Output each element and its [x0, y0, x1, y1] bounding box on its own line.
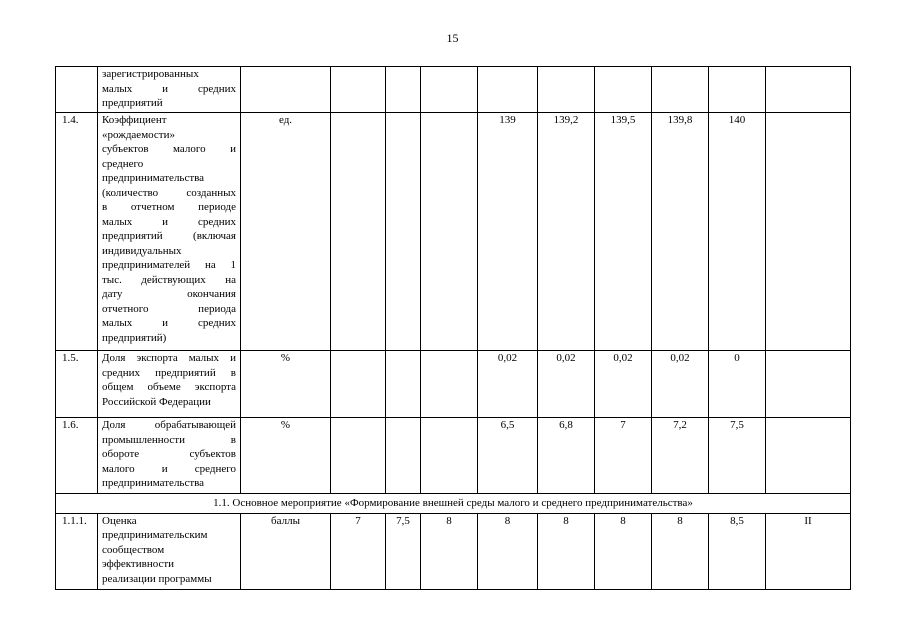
- indicator-number: 1.6.: [56, 418, 98, 494]
- unit-cell: [241, 67, 331, 113]
- description-line: Доля обрабатывающей: [102, 419, 236, 431]
- column-cell: II: [766, 513, 851, 589]
- description-line: (количество созданных: [102, 186, 236, 199]
- description-line: эффективности: [102, 558, 175, 570]
- description-line: Доля экспорта малых и: [102, 352, 236, 364]
- value-cell: 8: [595, 513, 652, 589]
- value-cell: 7: [331, 513, 386, 589]
- value-cell: 139,8: [652, 113, 709, 351]
- value-cell: 139,2: [538, 113, 595, 351]
- value-cell: 7,5: [386, 513, 421, 589]
- value-cell: 6,8: [538, 418, 595, 494]
- value-cell: 7,5: [709, 418, 766, 494]
- value-cell: 139: [478, 113, 538, 351]
- value-cell: [386, 351, 421, 418]
- value-cell: [652, 67, 709, 113]
- table-body: [56, 67, 851, 590]
- value-cell: 139,5: [595, 113, 652, 351]
- description-line: малого и среднего: [102, 462, 236, 475]
- value-cell: [766, 113, 851, 351]
- value-cell: [709, 67, 766, 113]
- value-cell: 8: [652, 513, 709, 589]
- description-line: Оценка: [102, 514, 137, 527]
- description-line: дату окончания: [102, 288, 236, 300]
- table-row: [56, 351, 851, 418]
- indicators-table: [55, 66, 851, 590]
- description-line: малых и средних: [102, 82, 236, 95]
- table-row: [56, 418, 851, 494]
- value-cell: 7,2: [652, 418, 709, 494]
- value-cell: 0: [709, 351, 766, 418]
- description-line: отчетного периода: [102, 302, 236, 315]
- value-cell: [538, 67, 595, 113]
- indicator-description: [98, 418, 241, 494]
- value-cell: 7: [595, 418, 652, 494]
- description-line: индивидуальных: [102, 244, 182, 257]
- value-cell: 140: [709, 113, 766, 351]
- description-line: Коэффициент: [102, 114, 167, 126]
- value-cell: 6,5: [478, 418, 538, 494]
- description-line: малых и средних: [102, 317, 236, 329]
- description-line: сообществом: [102, 543, 165, 556]
- description-line: предприятий: [102, 97, 163, 109]
- indicator-number: 1.1.1.: [56, 513, 98, 589]
- description-line: Российской Федерации: [102, 395, 211, 408]
- value-cell: [421, 418, 478, 494]
- description-line: зарегистрированных: [102, 68, 199, 80]
- value-cell: 0,02: [652, 351, 709, 418]
- value-cell: [386, 113, 421, 351]
- value-cell: [331, 351, 386, 418]
- value-cell: [386, 418, 421, 494]
- value-cell: [595, 67, 652, 113]
- indicator-number: 1.5.: [56, 351, 98, 418]
- unit-cell: баллы: [241, 513, 331, 589]
- description-line: тыс. действующих на: [102, 273, 236, 286]
- value-cell: 8: [478, 513, 538, 589]
- unit-cell: %: [241, 351, 331, 418]
- description-line: малых и средних: [102, 215, 236, 228]
- section-title: 1.1. Основное мероприятие «Формирование внешней среды малого и среднего предпринимательства»: [56, 494, 851, 514]
- description-line: реализации программы: [102, 572, 212, 585]
- description-line: промышленности в: [102, 433, 236, 446]
- description-line: предприятий): [102, 331, 167, 344]
- table-row: [56, 113, 851, 351]
- description-line: предпринимательства: [102, 477, 205, 489]
- section-row: [56, 494, 851, 514]
- indicator-description: [98, 351, 241, 418]
- value-cell: [421, 67, 478, 113]
- value-cell: [766, 418, 851, 494]
- description-line: средних предприятий в: [102, 366, 236, 379]
- indicator-description: [98, 67, 241, 113]
- value-cell: [331, 418, 386, 494]
- description-line: в отчетном периоде: [102, 201, 236, 213]
- value-cell: [386, 67, 421, 113]
- indicator-number: 1.4.: [56, 113, 98, 351]
- value-cell: [421, 351, 478, 418]
- value-cell: 8,5: [709, 513, 766, 589]
- indicator-number: [56, 67, 98, 113]
- value-cell: [766, 351, 851, 418]
- table-row: [56, 513, 851, 589]
- value-cell: 8: [538, 513, 595, 589]
- description-line: субъектов малого и: [102, 143, 236, 155]
- value-cell: [331, 67, 386, 113]
- unit-cell: %: [241, 418, 331, 494]
- value-cell: [421, 113, 478, 351]
- indicator-description: [98, 513, 241, 589]
- value-cell: [331, 113, 386, 351]
- description-line: предпринимательства: [102, 172, 205, 184]
- value-cell: 0,02: [538, 351, 595, 418]
- description-line: обороте субъектов: [102, 448, 236, 460]
- description-line: общем объеме экспорта: [102, 381, 236, 393]
- unit-cell: ед.: [241, 113, 331, 351]
- value-cell: 0,02: [595, 351, 652, 418]
- description-line: среднего: [102, 157, 144, 170]
- description-line: предприятий (включая: [102, 230, 236, 242]
- description-line: предпринимателей на 1: [102, 259, 236, 271]
- value-cell: 0,02: [478, 351, 538, 418]
- value-cell: [766, 67, 851, 113]
- description-line: «рождаемости»: [102, 128, 175, 141]
- page-number: 15: [446, 31, 459, 45]
- table-row: [56, 67, 851, 113]
- indicator-description: [98, 113, 241, 351]
- value-cell: [478, 67, 538, 113]
- description-line: предпринимательским: [102, 529, 208, 541]
- value-cell: 8: [421, 513, 478, 589]
